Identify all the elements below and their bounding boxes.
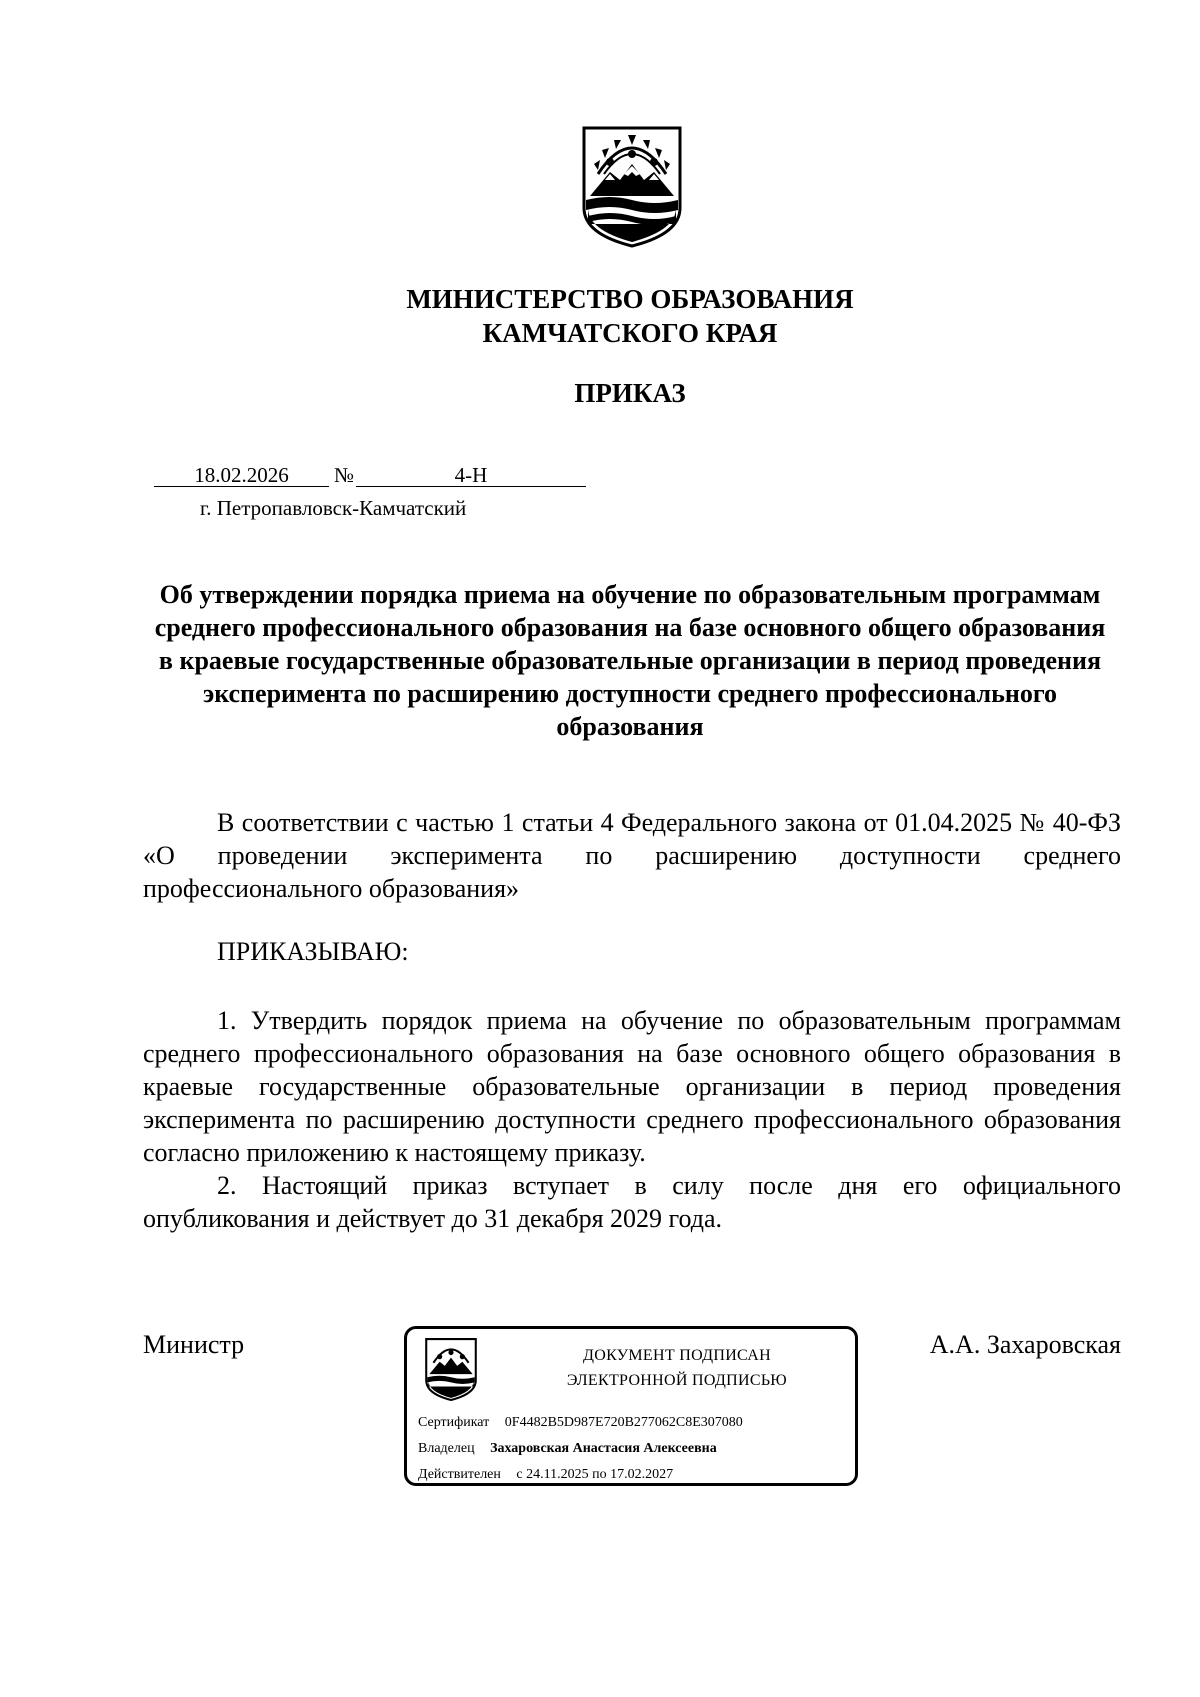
registration-line — [154, 464, 586, 488]
preamble — [143, 806, 1121, 905]
order-subject: Об утверждении порядка приема на обучение по образовательным программам среднего профессионального образования на базе основного общего образования в краевые государственные образовательные организации в период проведения эксперимента по расширению доступности среднего профессионального образования — [154, 580, 1106, 741]
order-number: 4-Н — [356, 464, 586, 487]
owner-label: Владелец — [418, 1441, 475, 1456]
electronic-signature-stamp — [404, 1326, 858, 1486]
validity-label: Действителен — [418, 1467, 501, 1482]
order-items — [143, 1004, 1121, 1235]
signer-name: А.А. Захаровская — [929, 1330, 1121, 1359]
stamp-line-1: ДОКУМЕНТ ПОДПИСАН — [583, 1347, 771, 1364]
signer-role: Министр — [143, 1330, 245, 1359]
owner-value: Захаровская Анастасия Алексеевна — [490, 1441, 717, 1456]
certificate-value: 0F4482B5D987E720B277062C8E307080 — [504, 1415, 743, 1430]
certificate-label: Сертификат — [418, 1415, 490, 1430]
ministry-line-2: КАМЧАТСКОГО КРАЯ — [482, 318, 778, 348]
ministry-name — [300, 282, 960, 350]
stamp-heading — [507, 1343, 847, 1393]
stamp-validity-row — [418, 1467, 673, 1487]
stamp-coat-of-arms-icon — [421, 1337, 481, 1401]
stamp-owner-row — [418, 1441, 717, 1461]
order-word: ПРИКАЗЫВАЮ: — [217, 937, 409, 966]
order-item-1: 1. Утвердить порядок приема на обучение по образовательным программам среднего профессионального образования на базе основного общего образования в краевые государственные образовательные организации в период проведения эксперимента по расширению доступности среднего профессионального образования согласно приложению к настоящему приказу. — [143, 1006, 1121, 1167]
stamp-certificate-row — [418, 1415, 743, 1435]
order-date: 18.02.2026 — [154, 464, 329, 487]
city: г. Петропавловск-Камчатский — [200, 496, 467, 520]
stamp-line-2: ЭЛЕКТРОННОЙ ПОДПИСЬЮ — [566, 1372, 788, 1389]
kamchatka-coat-of-arms-icon — [580, 124, 684, 248]
validity-value: с 24.11.2025 по 17.02.2027 — [516, 1467, 674, 1482]
preamble-text: В соответствии с частью 1 статьи 4 Федерального закона от 01.04.2025 № 40-ФЗ «О проведении эксперимента по расширению доступности среднего профессионального образования» — [143, 808, 1121, 903]
order-item-2: 2. Настоящий приказ вступает в силу после дня его официального опубликования и действует до 31 декабря 2029 года. — [143, 1171, 1121, 1233]
ministry-line-1: МИНИСТЕРСТВО ОБРАЗОВАНИЯ — [406, 284, 854, 314]
document-type: ПРИКАЗ — [574, 378, 686, 408]
number-sign: № — [333, 463, 355, 487]
